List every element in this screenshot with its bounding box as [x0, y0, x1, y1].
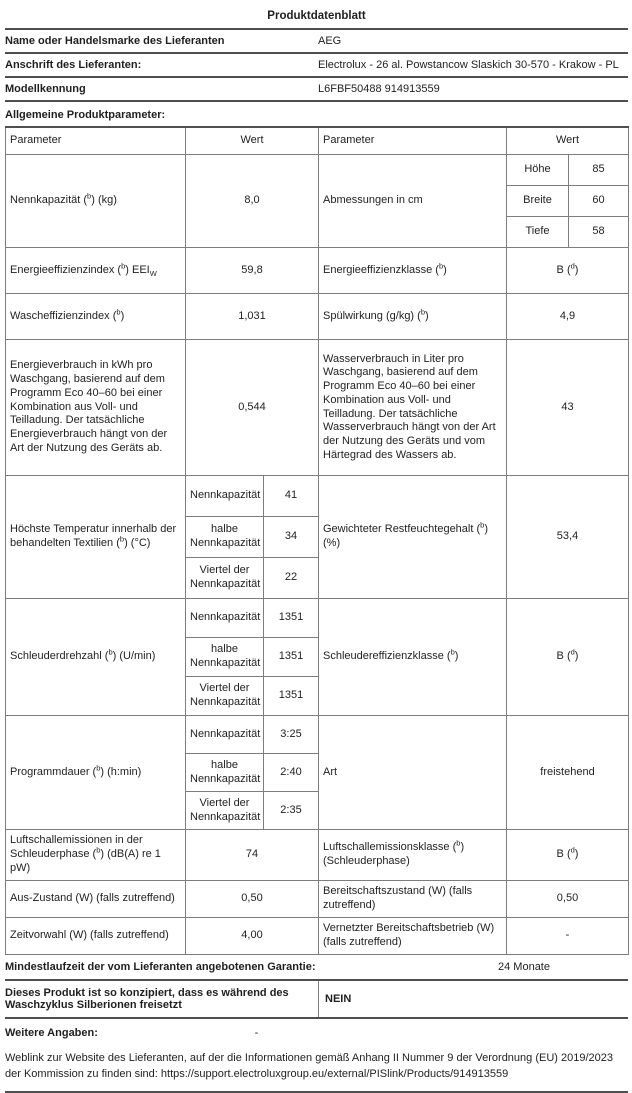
spin-speed-nominal-label: Nennkapazität: [186, 599, 264, 638]
spin-speed-nominal-value: 1351: [264, 599, 319, 638]
table-row: [6, 881, 629, 918]
supplier-brand-row: [5, 30, 628, 54]
table-row: [6, 340, 629, 476]
col-header-parameter-left: Parameter: [6, 127, 186, 155]
duration-label: Programmdauer ($^b$) (h:min): [6, 716, 186, 830]
table-row: [6, 294, 629, 340]
table-row: [6, 918, 629, 955]
capacity-value: 8,0: [186, 155, 319, 248]
dimension-width-label: Breite: [507, 186, 569, 217]
table-row: [6, 248, 629, 294]
standby-value: 0,50: [507, 881, 629, 918]
water-consumption-value: 43: [507, 340, 629, 476]
noise-value: 74: [186, 830, 319, 881]
duration-quarter-label: Viertel der Nennkapazität: [186, 792, 264, 830]
col-header-wert-left: Wert: [186, 127, 319, 155]
energy-consumption-label: Energieverbrauch in kWh pro Waschgang, basierend auf dem Programm Eco 40–60 bei einer Kombination aus Voll- und Teilladung. Der tatsächliche Energieverbrauch hängt von der Art der Nutzung des Geräts ab.: [6, 340, 186, 476]
dimension-width-value: 60: [569, 186, 629, 217]
supplier-weblink-text: Weblink zur Website des Lieferanten, auf der die Informationen gemäß Anhang II Nummer 9 der Verordnung (EU) 2019/2023 der Kommission zu finden sind: https://support.electroluxgroup.eu/external/PISlink/Products/914913559: [5, 1051, 628, 1093]
noise-label: Luftschallemissionen in der Schleuderphase ($^b$) (dB(A) re 1 pW): [6, 830, 186, 881]
spin-speed-quarter-label: Viertel der Nennkapazität: [186, 677, 264, 716]
duration-nominal-label: Nennkapazität: [186, 716, 264, 754]
energy-class-value: B ($^d$): [507, 248, 629, 294]
dimensions-label: Abmessungen in cm: [319, 155, 507, 248]
product-parameters-table: [5, 126, 629, 955]
water-consumption-label: Wasserverbrauch in Liter pro Waschgang, basierend auf dem Programm Eco 40–60 bei einer Kombination aus Voll- und Teilladung. Der tatsächliche Wasserverbrauch hängt von der Art der Nutzung des Geräts und vom Härtegrad des Wassers ab.: [319, 340, 507, 476]
col-header-parameter-right: Parameter: [319, 127, 507, 155]
spin-speed-half-value: 1351: [264, 638, 319, 677]
rinse-label: Spülwirkung (g/kg) ($^b$): [319, 294, 507, 340]
spin-speed-label: Schleuderdrehzahl ($^b$) (U/min): [6, 599, 186, 716]
supplier-address-value: Electrolux - 26 al. Powstancow Slaskich 30-570 - Krakow - PL: [318, 59, 619, 71]
dimension-height-label: Höhe: [507, 155, 569, 186]
table-row: [6, 599, 629, 638]
max-temp-label: Höchste Temperatur innerhalb der behandelten Textilien ($^b$) (°C): [6, 476, 186, 599]
delay-start-label: Zeitvorwahl (W) (falls zutreffend): [6, 918, 186, 955]
spin-speed-quarter-value: 1351: [264, 677, 319, 716]
table-row: [6, 155, 629, 186]
residual-moisture-value: 53,4: [507, 476, 629, 599]
max-temp-quarter-value: 22: [264, 558, 319, 599]
dimension-depth-value: 58: [569, 217, 629, 248]
model-identifier-label: Modellkennung: [5, 83, 86, 95]
warranty-label: Mindestlaufzeit der vom Lieferanten angebotenen Garantie:: [5, 961, 316, 973]
off-mode-value: 0,50: [186, 881, 319, 918]
off-mode-label: Aus-Zustand (W) (falls zutreffend): [6, 881, 186, 918]
noise-class-value: B ($^d$): [507, 830, 629, 881]
supplier-address-row: [5, 54, 628, 78]
standby-label: Bereitschaftszustand (W) (falls zutreffend): [319, 881, 507, 918]
section-heading: Allgemeine Produktparameter:: [5, 109, 166, 121]
supplier-brand-label: Name oder Handelsmarke des Lieferanten: [5, 35, 225, 47]
eei-value: 59,8: [186, 248, 319, 294]
networked-standby-label: Vernetzter Bereitschaftsbetrieb (W) (falls zutreffend): [319, 918, 507, 955]
additional-info-row: [5, 1019, 628, 1041]
spin-class-label: Schleudereffizienzklasse ($^b$): [319, 599, 507, 716]
max-temp-half-value: 34: [264, 517, 319, 558]
dimension-height-value: 85: [569, 155, 629, 186]
dimension-depth-label: Tiefe: [507, 217, 569, 248]
page-title: Produktdatenblatt: [5, 6, 628, 30]
table-row: [6, 476, 629, 517]
max-temp-quarter-label: Viertel der Nennkapazität: [186, 558, 264, 599]
table-row: [6, 830, 629, 881]
warranty-row: [5, 955, 628, 981]
duration-half-label: halbe Nennkapazität: [186, 754, 264, 792]
model-identifier-row: [5, 78, 628, 102]
duration-half-value: 2:40: [264, 754, 319, 792]
type-value: freistehend: [507, 716, 629, 830]
noise-class-label: Luftschallemissionsklasse ($^b$) (Schleuderphase): [319, 830, 507, 881]
supplier-address-label: Anschrift des Lieferanten:: [5, 59, 142, 71]
silver-ions-row: [5, 981, 628, 1019]
energy-class-label: Energieeffizienzklasse ($^b$): [319, 248, 507, 294]
additional-info-value: -: [254, 1027, 259, 1039]
residual-moisture-label: Gewichteter Restfeuchtegehalt ($^b$) (%): [319, 476, 507, 599]
table-header-row: [6, 127, 629, 155]
delay-start-value: 4,00: [186, 918, 319, 955]
spin-speed-half-label: halbe Nennkapazität: [186, 638, 264, 677]
capacity-label: Nennkapazität ($^b$) (kg): [6, 155, 186, 248]
energy-consumption-value: 0,544: [186, 340, 319, 476]
wash-index-value: 1,031: [186, 294, 319, 340]
silver-ions-value: NEIN: [318, 981, 628, 1017]
type-label: Art: [319, 716, 507, 830]
silver-ions-label: Dieses Produkt ist so konzipiert, dass es während des Waschzyklus Silberionen freisetzt: [5, 987, 289, 1011]
max-temp-nominal-label: Nennkapazität: [186, 476, 264, 517]
table-row: [6, 716, 629, 754]
networked-standby-value: -: [507, 918, 629, 955]
eei-label: Energieeffizienzindex ($^b$) $EEI_W$: [6, 248, 186, 294]
supplier-brand-value: AEG: [318, 35, 342, 47]
spin-class-value: B ($^d$): [507, 599, 629, 716]
duration-quarter-value: 2:35: [264, 792, 319, 830]
additional-info-label: Weitere Angaben:: [5, 1027, 98, 1039]
warranty-value: 24 Monate: [498, 961, 550, 973]
rinse-value: 4,9: [507, 294, 629, 340]
wash-index-label: Wascheffizienzindex ($^b$): [6, 294, 186, 340]
max-temp-nominal-value: 41: [264, 476, 319, 517]
max-temp-half-label: halbe Nennkapazität: [186, 517, 264, 558]
col-header-wert-right: Wert: [507, 127, 629, 155]
duration-nominal-value: 3:25: [264, 716, 319, 754]
model-identifier-value: L6FBF50488 914913559: [318, 83, 440, 95]
